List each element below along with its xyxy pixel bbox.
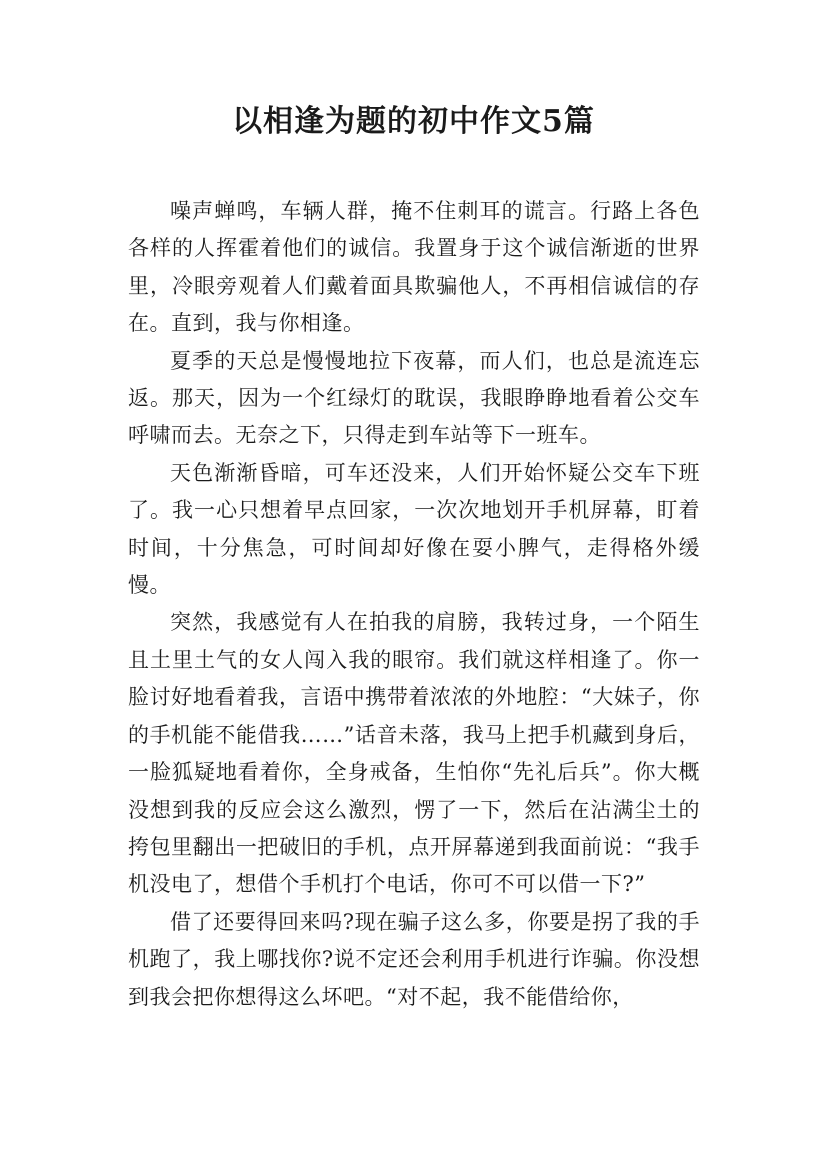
paragraph-3: 天色渐渐昏暗，可车还没来，人们开始怀疑公交车下班了。我一心只想着早点回家，一次次地划开手机屏幕，盯着时间，十分焦急，可时间却好像在耍小脾气，走得格外缓慢。	[128, 460, 700, 598]
document-body	[128, 193, 700, 1016]
paragraph-4: 突然，我感觉有人在拍我的肩膀，我转过身，一个陌生且土里土气的女人闯入我的眼帘。我们就这样相逢了。你一脸讨好地看着我，言语中携带着浓浓的外地腔：“大妹子，你的手机能不能借我……”话音未落，我马上把手机藏到身后，一脸狐疑地看着你，全身戒备，生怕你“先礼后兵”。你大概没想到我的反应会这么激烈，愣了一下，然后在沾满尘土的挎包里翻出一把破旧的手机，点开屏幕递到我面前说：“我手机没电了，想借个手机打个电话，你可不可以借一下?”	[128, 610, 700, 897]
paragraph-1: 噪声蝉鸣，车辆人群，掩不住刺耳的谎言。行路上各色各样的人挥霍着他们的诚信。我置身于这个诚信渐逝的世界里，冷眼旁观着人们戴着面具欺骗他人，不再相信诚信的存在。直到，我与你相逢。	[128, 199, 700, 336]
paragraph-2: 夏季的天总是慢慢地拉下夜幕，而人们，也总是流连忘返。那天，因为一个红绿灯的耽误，我眼睁睁地看着公交车呼啸而去。无奈之下，只得走到车站等下一班车。	[128, 348, 700, 448]
paragraph-5: 借了还要得回来吗?现在骗子这么多，你要是拐了我的手机跑了，我上哪找你?说不定还会利用手机进行诈骗。你没想到我会把你想得这么坏吧。“对不起，我不能借给你，	[128, 909, 700, 1009]
document-title: 以相逢为题的初中作文5篇	[232, 104, 595, 139]
